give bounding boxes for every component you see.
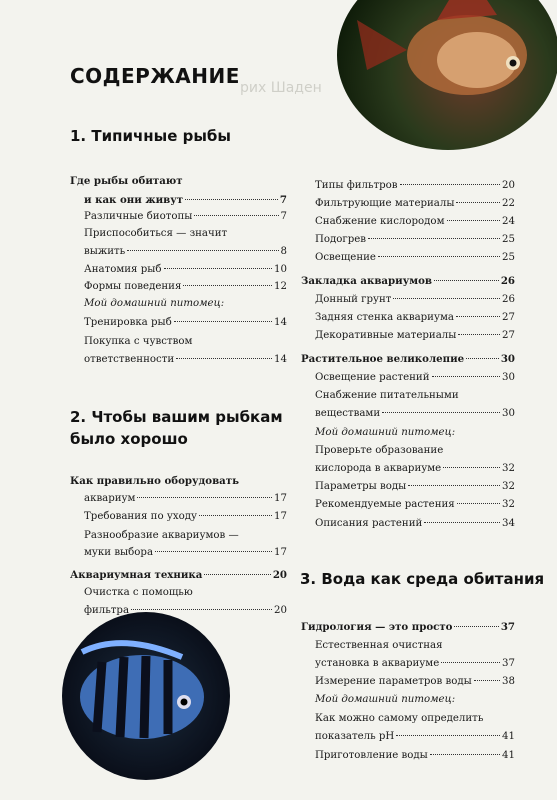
toc-left-entry-page: 7: [280, 211, 287, 222]
toc-right-entry: [315, 641, 443, 651]
dot-leader: [466, 358, 499, 359]
toc-left-entry-title: Анатомия рыб: [84, 264, 162, 275]
dot-leader: [176, 358, 272, 359]
toc-left-entry-title: ответственности: [84, 354, 175, 365]
toc-right-entry-page: 27: [502, 330, 515, 341]
toc-right-entry: [315, 331, 515, 341]
toc-right-entry: [315, 181, 515, 191]
dot-leader: [194, 215, 278, 216]
section-heading-2-line2: было хорошо: [70, 430, 188, 448]
toc-left-entry: [84, 212, 287, 222]
toc-left-entry-title: Разнообразие аквариумов —: [84, 530, 239, 541]
dot-leader: [183, 285, 272, 286]
toc-right-entry: [315, 677, 515, 687]
toc-right-entry-title: Растительное великолепие: [301, 353, 465, 365]
toc-right-entry: [315, 409, 515, 419]
toc-left-entry: [84, 229, 227, 239]
toc-left-entry: [84, 247, 287, 257]
dot-leader: [408, 485, 500, 486]
toc-left-entry-page: 12: [274, 281, 287, 292]
toc-right-entry: [315, 313, 515, 323]
dot-leader: [396, 735, 500, 736]
toc-right-entry-title: Освещение растений: [315, 372, 430, 383]
toc-left-entry-page: 7: [279, 194, 287, 206]
toc-left-entry: [84, 548, 287, 558]
toc-right-entry-page: 41: [502, 750, 515, 761]
toc-left-entry-title: Формы поведения: [84, 281, 182, 292]
toc-left-entry-page: 17: [274, 547, 287, 558]
toc-right-entry-page: 22: [502, 198, 515, 209]
toc-right-entry: [315, 391, 459, 401]
toc-left-entry-page: 17: [274, 493, 287, 504]
toc-right-entry-page: 20: [502, 180, 515, 191]
toc-left-entry: [84, 494, 287, 504]
toc-right-entry-title: кислорода в аквариуме: [315, 463, 442, 474]
dot-leader: [393, 298, 500, 299]
toc-left-entry-title: муки выбора: [84, 547, 154, 558]
dot-leader: [443, 467, 500, 468]
toc-right-entry: [315, 732, 515, 742]
toc-right-entry-page: 32: [502, 463, 515, 474]
toc-right-entry: [315, 217, 515, 227]
toc-right-entry-page: 30: [500, 353, 515, 365]
toc-left-entry: [84, 299, 224, 309]
toc-right-entry-page: 26: [502, 294, 515, 305]
dot-leader: [204, 574, 270, 575]
dot-leader: [430, 754, 500, 755]
toc-right-entry: [315, 235, 515, 245]
toc-right-entry: [315, 519, 515, 529]
toc-right-entry-title: Освещение: [315, 252, 376, 263]
toc-right-entry: [315, 482, 515, 492]
toc-right-entry-title: Мой домашний питомец:: [315, 694, 456, 705]
toc-left-entry-page: 14: [274, 354, 287, 365]
toc-left-entry-title: Требования по уходу: [84, 511, 197, 522]
toc-right-entry: [315, 659, 515, 669]
toc-left-entry-page: 20: [274, 605, 287, 616]
toc-left-entry-title: Тренировка рыб: [84, 317, 172, 328]
toc-left-entry-page: 10: [274, 264, 287, 275]
dot-leader: [137, 497, 272, 498]
section-heading-2: [70, 406, 283, 450]
toc-right-entry-title: Подогрев: [315, 234, 367, 245]
dot-leader: [368, 238, 500, 239]
dot-leader: [382, 412, 500, 413]
dot-leader: [155, 551, 272, 552]
toc-right-entry: [315, 253, 515, 263]
toc-right-entry-page: 30: [502, 408, 515, 419]
toc-right-entry-title: показатель рН: [315, 731, 395, 742]
toc-right-entry-page: 27: [502, 312, 515, 323]
toc-left-entry-title: Мой домашний питомец:: [84, 298, 225, 309]
toc-left-entry-page: 14: [274, 317, 287, 328]
toc-left-entry: [84, 195, 287, 205]
dot-leader: [185, 199, 278, 200]
toc-right-entry-page: 32: [502, 481, 515, 492]
dot-leader: [127, 250, 278, 251]
toc-left-entry: [84, 337, 192, 347]
toc-left-entry: [84, 318, 287, 328]
dot-leader: [457, 503, 500, 504]
dot-leader: [378, 256, 500, 257]
dot-leader: [424, 522, 500, 523]
toc-right-entry-page: 26: [500, 275, 515, 287]
toc-right-entry-page: 25: [502, 234, 515, 245]
toc-left-entry-title: Аквариумная техника: [70, 569, 203, 581]
section-heading-3: 3. Вода как среда обитания: [300, 570, 545, 588]
fish-photo-bottom: [62, 612, 230, 780]
dot-leader: [432, 376, 501, 377]
toc-right-entry-page: 30: [502, 372, 515, 383]
toc-right-entry-page: 37: [502, 658, 515, 669]
toc-left-entry: [84, 606, 287, 616]
toc-right-entry-title: Мой домашний питомец:: [315, 427, 456, 438]
toc-right-entry-page: 32: [502, 499, 515, 510]
toc-right-entry-title: Параметры воды: [315, 481, 407, 492]
toc-right-entry-title: Фильтрующие материалы: [315, 198, 455, 209]
toc-right-entry-title: Как можно самому определить: [315, 713, 484, 724]
toc-left-entry: [84, 531, 239, 541]
toc-right-entry-title: Измерение параметров воды: [315, 676, 472, 687]
toc-right-entry: [301, 354, 515, 364]
toc-right-entry: [315, 500, 515, 510]
section-heading-1: 1. Типичные рыбы: [70, 127, 231, 145]
toc-left-entry-title: фильтра: [84, 605, 130, 616]
toc-right-entry: [301, 622, 515, 632]
fish-photo-top: [337, 0, 557, 150]
toc-right-entry-page: 24: [502, 216, 515, 227]
dot-leader: [441, 662, 500, 663]
toc-right-entry-page: 37: [500, 621, 515, 633]
dot-leader: [164, 268, 273, 269]
dot-leader: [456, 316, 500, 317]
toc-left-entry-title: Как правильно оборудовать: [70, 475, 240, 487]
toc-right-entry-title: Закладка аквариумов: [301, 275, 432, 287]
dot-leader: [458, 334, 500, 335]
dot-leader: [474, 680, 500, 681]
toc-right-entry-page: 41: [502, 731, 515, 742]
toc-left-entry-title: выжить: [84, 246, 126, 257]
toc-left-entry-page: 20: [272, 569, 287, 581]
toc-right-entry: [315, 751, 515, 761]
toc-left-entry: [84, 512, 287, 522]
dot-leader: [456, 202, 500, 203]
dot-leader: [434, 280, 499, 281]
toc-right-entry: [315, 373, 515, 383]
toc-right-entry-page: 25: [502, 252, 515, 263]
dot-leader: [400, 184, 501, 185]
toc-right-entry: [315, 295, 515, 305]
dot-leader: [454, 626, 498, 627]
bleed-through-text: рих Шаден: [240, 80, 322, 96]
toc-left-entry: [84, 355, 287, 365]
toc-right-entry-title: Приготовление воды: [315, 750, 428, 761]
toc-right-entry: [315, 714, 483, 724]
toc-right-entry-title: Описания растений: [315, 518, 423, 529]
toc-right-entry-page: 38: [502, 676, 515, 687]
toc-right-entry-title: Донный грунт: [315, 294, 392, 305]
toc-left-entry: [70, 176, 183, 186]
toc-right-entry-title: Снабжение кислородом: [315, 216, 445, 227]
toc-left-entry-title: и как они живут: [84, 194, 184, 206]
toc-left-entry-title: Где рыбы обитают: [70, 175, 183, 187]
toc-right-entry: [315, 695, 455, 705]
toc-right-entry: [315, 464, 515, 474]
toc-left-entry-title: Различные биотопы: [84, 211, 193, 222]
toc-left-entry: [84, 588, 193, 598]
toc-right-entry-title: Декоративные материалы: [315, 330, 457, 341]
dot-leader: [131, 609, 272, 610]
toc-left-entry: [70, 476, 239, 486]
dot-leader: [174, 321, 272, 322]
toc-right-entry-title: Рекомендуемые растения: [315, 499, 455, 510]
toc-right-entry-title: Типы фильтров: [315, 180, 398, 191]
toc-left-entry: [84, 265, 287, 275]
toc-right-entry: [301, 276, 515, 286]
toc-right-entry: [315, 199, 515, 209]
toc-left-entry-page: 17: [274, 511, 287, 522]
toc-left-entry: [70, 570, 287, 580]
toc-left-entry-page: 8: [280, 246, 287, 257]
toc-right-entry-title: Естественная очистная: [315, 640, 443, 651]
toc-left-entry: [84, 282, 287, 292]
toc-right-entry-title: Проверьте образование: [315, 445, 444, 456]
dot-leader: [199, 515, 272, 516]
dot-leader: [447, 220, 501, 221]
toc-right-entry-title: веществами: [315, 408, 381, 419]
toc-right-entry: [315, 428, 455, 438]
toc-left-entry-title: Очистка с помощью: [84, 587, 193, 598]
toc-right-entry: [315, 446, 443, 456]
toc-right-entry-page: 34: [502, 518, 515, 529]
page-title: СОДЕРЖАНИЕ: [70, 64, 240, 88]
section-heading-2-line1: 2. Чтобы вашим рыбкам: [70, 408, 283, 426]
toc-left-entry-title: Приспособиться — значит: [84, 228, 228, 239]
toc-right-entry-title: установка в аквариуме: [315, 658, 440, 669]
toc-left-entry-title: аквариум: [84, 493, 136, 504]
toc-right-entry-title: Снабжение питательными: [315, 390, 459, 401]
toc-left-entry-title: Покупка с чувством: [84, 336, 193, 347]
toc-right-entry-title: Задняя стенка аквариума: [315, 312, 454, 323]
toc-right-entry-title: Гидрология — это просто: [301, 621, 453, 633]
